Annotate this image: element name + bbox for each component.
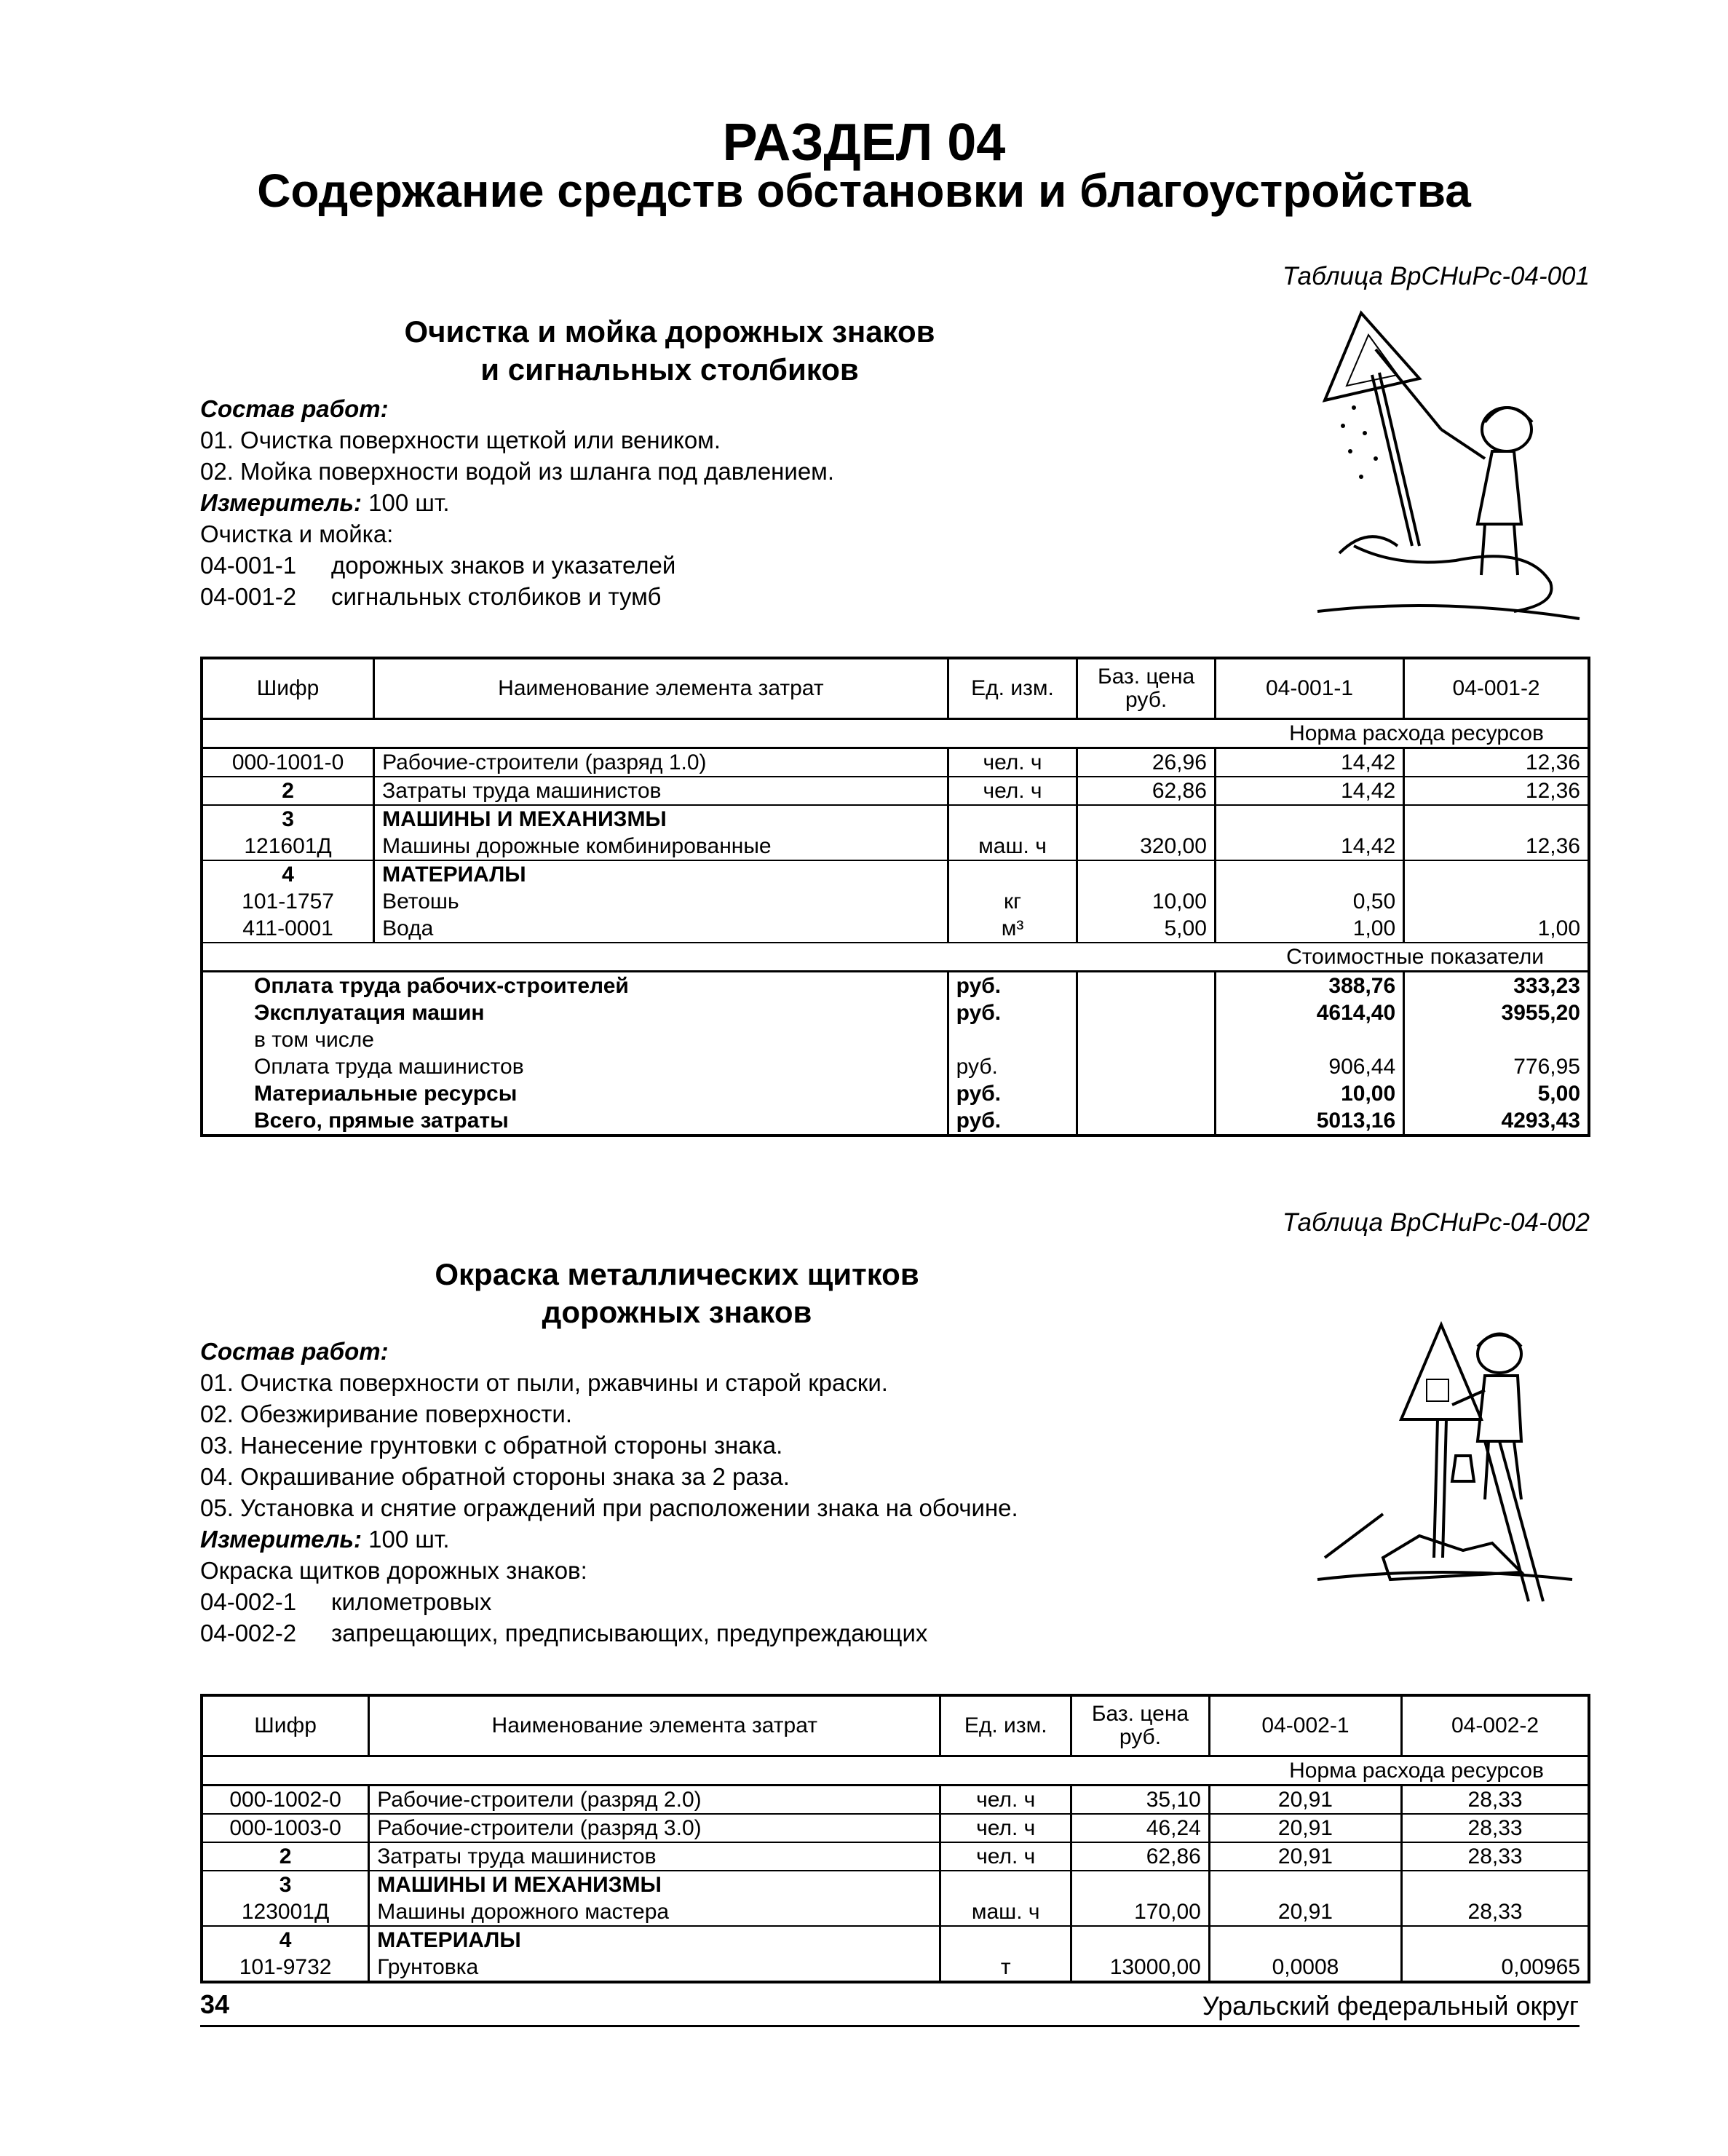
meter-value: 100 шт. xyxy=(368,1526,450,1553)
col-header-unit: Ед. изм. xyxy=(940,1695,1071,1756)
cost-name: в том числе xyxy=(202,1026,948,1053)
row-code: 2 xyxy=(202,777,374,805)
row-unit: чел. ч xyxy=(948,748,1077,777)
cost-unit: руб. xyxy=(948,972,1077,1000)
row-code: 000-1002-0 xyxy=(202,1786,369,1815)
meter-label: Измеритель: xyxy=(200,489,362,516)
variant-code: 04-001-2 xyxy=(200,583,297,610)
row-code: 101-9732 xyxy=(202,1954,369,1982)
variant-item xyxy=(200,1617,1018,1649)
row-price xyxy=(1077,805,1216,833)
row-unit: кг xyxy=(948,888,1077,915)
variant-item xyxy=(200,581,834,612)
work-item: 01. Очистка поверхности щеткой или веником. xyxy=(200,427,721,453)
row-v1: 1,00 xyxy=(1215,915,1403,943)
table1-heading-line2: и сигнальных столбиков xyxy=(480,352,859,387)
row-v2: 28,33 xyxy=(1402,1786,1589,1815)
cost-v1: 388,76 xyxy=(1215,972,1403,1000)
row-code: 3 xyxy=(202,1871,369,1898)
meter-value: 100 шт. xyxy=(368,489,450,516)
cost-v1: 906,44 xyxy=(1215,1053,1403,1080)
row-v2: 0,00965 xyxy=(1402,1954,1589,1982)
work-item: 03. Нанесение грунтовки с обратной стороны знака. xyxy=(200,1432,783,1459)
row-v1: 20,91 xyxy=(1209,1842,1401,1871)
cost-v1: 5013,16 xyxy=(1215,1107,1403,1136)
variant-item xyxy=(200,550,834,581)
cost-name: Эксплуатация машин xyxy=(202,999,948,1026)
row-unit: маш. ч xyxy=(948,833,1077,860)
row-name: Рабочие-строители (разряд 1.0) xyxy=(374,748,948,777)
table-row xyxy=(202,1954,1589,1982)
row-v1 xyxy=(1215,860,1403,888)
row-v1: 20,91 xyxy=(1209,1786,1401,1815)
table-row xyxy=(202,1898,1589,1926)
work-item: 02. Мойка поверхности водой из шланга под давлением. xyxy=(200,458,835,485)
col-header-v2: 04-001-2 xyxy=(1404,658,1589,719)
row-name: Рабочие-строители (разряд 2.0) xyxy=(369,1786,940,1815)
row-v2 xyxy=(1402,1926,1589,1954)
row-unit: м³ xyxy=(948,915,1077,943)
variant-text: сигнальных столбиков и тумб xyxy=(331,583,662,610)
row-v2: 1,00 xyxy=(1404,915,1589,943)
row-v2: 12,36 xyxy=(1404,748,1589,777)
row-v2 xyxy=(1404,805,1589,833)
row-v1: 20,91 xyxy=(1209,1898,1401,1926)
row-name: Ветошь xyxy=(374,888,948,915)
composition-label: Состав работ: xyxy=(200,1338,389,1365)
region-name: Уральский федеральный округ xyxy=(1202,1991,1579,2021)
row-price: 62,86 xyxy=(1077,777,1216,805)
cost-label: Стоимостные показатели xyxy=(202,943,1589,972)
cost-v2: 333,23 xyxy=(1404,972,1589,1000)
row-price: 170,00 xyxy=(1071,1898,1210,1926)
section-number: РАЗДЕЛ 04 xyxy=(722,114,1006,172)
table-row xyxy=(202,1871,1589,1898)
page-number: 34 xyxy=(200,1989,230,2019)
cost-v2 xyxy=(1404,1026,1589,1053)
row-price: 26,96 xyxy=(1077,748,1216,777)
row-name: Машины дорожные комбинированные xyxy=(374,833,948,860)
cost-v2: 5,00 xyxy=(1404,1080,1589,1107)
col-header-code: Шифр xyxy=(202,658,374,719)
table-row xyxy=(202,888,1589,915)
row-v2: 28,33 xyxy=(1402,1898,1589,1926)
row-name: МАТЕРИАЛЫ xyxy=(374,860,948,888)
row-name: Машины дорожного мастера xyxy=(369,1898,940,1926)
cost-v1: 10,00 xyxy=(1215,1080,1403,1107)
row-price: 320,00 xyxy=(1077,833,1216,860)
row-code: 2 xyxy=(202,1842,369,1871)
variant-code: 04-002-2 xyxy=(200,1620,297,1646)
table-row xyxy=(202,860,1589,888)
cost-unit: руб. xyxy=(948,1107,1077,1136)
table2-ref: Таблица ВрСНиРс-04-002 xyxy=(1282,1208,1590,1237)
row-price: 13000,00 xyxy=(1071,1954,1210,1982)
table-row xyxy=(202,1842,1589,1871)
cost-row xyxy=(202,999,1589,1026)
row-code: 101-1757 xyxy=(202,888,374,915)
table-row xyxy=(202,805,1589,833)
col-header-v2: 04-002-2 xyxy=(1402,1695,1589,1756)
row-unit: чел. ч xyxy=(948,777,1077,805)
table-row xyxy=(202,1926,1589,1954)
table1-heading-line1: Очистка и мойка дорожных знаков xyxy=(404,314,935,349)
row-name: Затраты труда машинистов xyxy=(369,1842,940,1871)
table-row xyxy=(202,748,1589,777)
table-row xyxy=(202,1814,1589,1842)
table1-ref: Таблица ВрСНиРс-04-001 xyxy=(1282,262,1590,290)
cost-name: Всего, прямые затраты xyxy=(202,1107,948,1136)
col-header-price: Баз. цена руб. xyxy=(1071,1695,1210,1756)
painting-sign-illustration xyxy=(1303,1317,1580,1609)
table-header-row xyxy=(202,658,1589,719)
cost-unit: руб. xyxy=(948,999,1077,1026)
row-name: Вода xyxy=(374,915,948,943)
cost-row xyxy=(202,972,1589,1000)
composition-label: Состав работ: xyxy=(200,395,389,422)
resource-table-1 xyxy=(200,657,1590,1137)
work-item: 05. Установка и снятие ограждений при расположении знака на обочине. xyxy=(200,1494,1018,1521)
row-code: 000-1003-0 xyxy=(202,1814,369,1842)
row-name: МАШИНЫ И МЕХАНИЗМЫ xyxy=(374,805,948,833)
row-v2: 28,33 xyxy=(1402,1842,1589,1871)
cost-unit xyxy=(948,1026,1077,1053)
variant-text: запрещающих, предписывающих, предупреждающих xyxy=(331,1620,928,1646)
col-header-v1: 04-001-1 xyxy=(1215,658,1403,719)
row-unit xyxy=(948,805,1077,833)
row-unit xyxy=(940,1871,1071,1898)
norm-label: Норма расхода ресурсов xyxy=(202,719,1589,748)
washing-sign-illustration xyxy=(1310,306,1587,626)
row-v1: 0,0008 xyxy=(1209,1954,1401,1982)
cost-unit: руб. xyxy=(948,1053,1077,1080)
col-header-code: Шифр xyxy=(202,1695,369,1756)
row-v1: 14,42 xyxy=(1215,777,1403,805)
section-title: Содержание средств обстановки и благоустройства xyxy=(257,165,1471,217)
norm-label: Норма расхода ресурсов xyxy=(202,1756,1589,1786)
row-v1 xyxy=(1209,1871,1401,1898)
row-unit xyxy=(948,860,1077,888)
table2-heading xyxy=(313,1256,1041,1331)
table2-description xyxy=(200,1336,1018,1649)
row-code: 4 xyxy=(202,1926,369,1954)
row-unit: маш. ч xyxy=(940,1898,1071,1926)
cost-v2: 776,95 xyxy=(1404,1053,1589,1080)
row-v1: 0,50 xyxy=(1215,888,1403,915)
row-price: 46,24 xyxy=(1071,1814,1210,1842)
cost-name: Оплата труда рабочих-строителей xyxy=(202,972,948,1000)
meter-label: Измеритель: xyxy=(200,1526,362,1553)
row-code: 411-0001 xyxy=(202,915,374,943)
col-header-unit: Ед. изм. xyxy=(948,658,1077,719)
row-v2 xyxy=(1404,860,1589,888)
row-name: МАТЕРИАЛЫ xyxy=(369,1926,940,1954)
resource-table-2 xyxy=(200,1694,1590,1983)
cost-v1: 4614,40 xyxy=(1215,999,1403,1026)
col-header-name: Наименование элемента затрат xyxy=(374,658,948,719)
row-price: 62,86 xyxy=(1071,1842,1210,1871)
table-row xyxy=(202,1786,1589,1815)
cost-name: Материальные ресурсы xyxy=(202,1080,948,1107)
row-unit: чел. ч xyxy=(940,1814,1071,1842)
cost-row xyxy=(202,1026,1589,1053)
cost-row xyxy=(202,1053,1589,1080)
row-price: 5,00 xyxy=(1077,915,1216,943)
variant-code: 04-001-1 xyxy=(200,552,297,579)
row-price xyxy=(1071,1926,1210,1954)
row-v1 xyxy=(1215,805,1403,833)
row-unit: чел. ч xyxy=(940,1786,1071,1815)
variant-text: километровых xyxy=(331,1588,492,1615)
row-v2 xyxy=(1404,888,1589,915)
footer-divider xyxy=(200,2025,1580,2027)
row-code: 000-1001-0 xyxy=(202,748,374,777)
row-v1: 14,42 xyxy=(1215,833,1403,860)
table-row xyxy=(202,833,1589,860)
row-unit xyxy=(940,1926,1071,1954)
row-v2: 12,36 xyxy=(1404,833,1589,860)
table-row xyxy=(202,915,1589,943)
row-name: Рабочие-строители (разряд 3.0) xyxy=(369,1814,940,1842)
cost-v1 xyxy=(1215,1026,1403,1053)
cost-row xyxy=(202,1080,1589,1107)
row-name: Затраты труда машинистов xyxy=(374,777,948,805)
cost-row xyxy=(202,1107,1589,1136)
row-v2: 12,36 xyxy=(1404,777,1589,805)
row-price xyxy=(1071,1871,1210,1898)
variant-intro: Окраска щитков дорожных знаков: xyxy=(200,1557,587,1584)
variant-item xyxy=(200,1586,1018,1617)
row-v2 xyxy=(1402,1871,1589,1898)
variant-text: дорожных знаков и указателей xyxy=(331,552,676,579)
cost-v2: 4293,43 xyxy=(1404,1107,1589,1136)
col-header-name: Наименование элемента затрат xyxy=(369,1695,940,1756)
cost-name: Оплата труда машинистов xyxy=(202,1053,948,1080)
table1-description xyxy=(200,393,834,612)
variant-code: 04-002-1 xyxy=(200,1588,297,1615)
table1-heading xyxy=(306,313,1034,389)
row-code: 123001Д xyxy=(202,1898,369,1926)
row-v1: 20,91 xyxy=(1209,1814,1401,1842)
col-header-v1: 04-002-1 xyxy=(1209,1695,1401,1756)
work-item: 04. Окрашивание обратной стороны знака за 2 раза. xyxy=(200,1463,790,1490)
row-code: 3 xyxy=(202,805,374,833)
row-code: 121601Д xyxy=(202,833,374,860)
row-code: 4 xyxy=(202,860,374,888)
row-price xyxy=(1077,860,1216,888)
cost-v2: 3955,20 xyxy=(1404,999,1589,1026)
table2-heading-line1: Окраска металлических щитков xyxy=(435,1257,919,1291)
row-price: 10,00 xyxy=(1077,888,1216,915)
table-row xyxy=(202,777,1589,805)
row-price: 35,10 xyxy=(1071,1786,1210,1815)
col-header-price: Баз. цена руб. xyxy=(1077,658,1216,719)
variant-intro: Очистка и мойка: xyxy=(200,520,394,547)
table2-heading-line2: дорожных знаков xyxy=(542,1295,812,1329)
cost-unit: руб. xyxy=(948,1080,1077,1107)
work-item: 02. Обезжиривание поверхности. xyxy=(200,1400,573,1427)
row-unit: т xyxy=(940,1954,1071,1982)
row-unit: чел. ч xyxy=(940,1842,1071,1871)
table-header-row xyxy=(202,1695,1589,1756)
row-name: МАШИНЫ И МЕХАНИЗМЫ xyxy=(369,1871,940,1898)
row-v1 xyxy=(1209,1926,1401,1954)
row-v1: 14,42 xyxy=(1215,748,1403,777)
row-name: Грунтовка xyxy=(369,1954,940,1982)
work-item: 01. Очистка поверхности от пыли, ржавчины и старой краски. xyxy=(200,1369,888,1396)
row-v2: 28,33 xyxy=(1402,1814,1589,1842)
